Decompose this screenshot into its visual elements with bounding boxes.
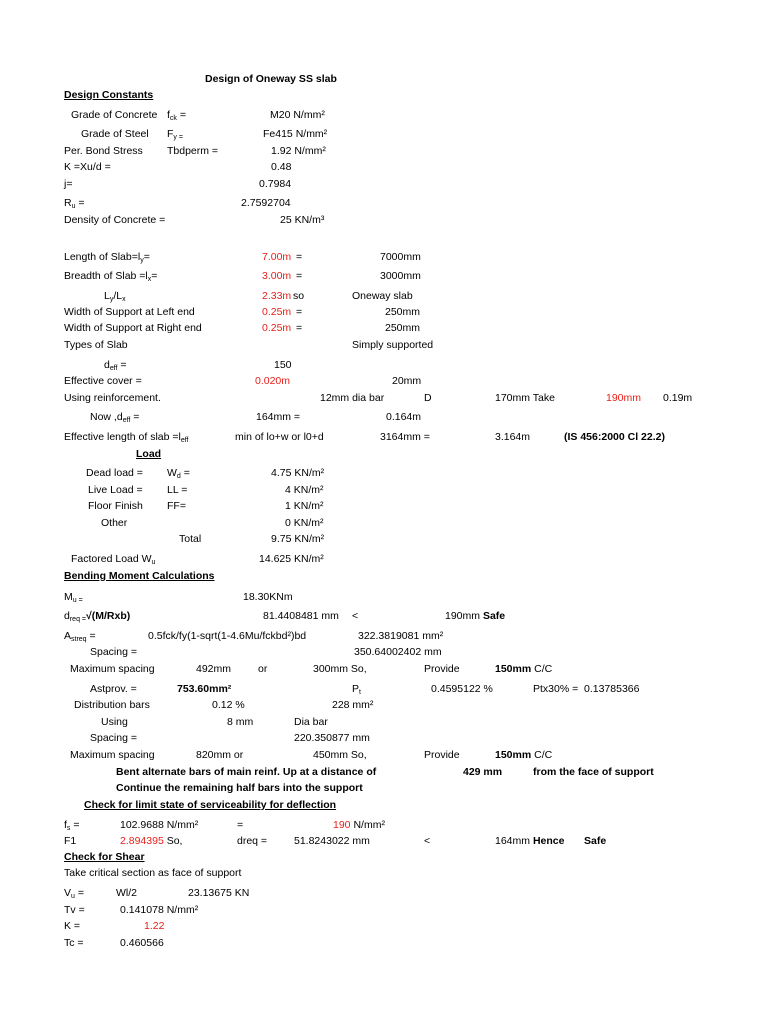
- using-label: Using: [101, 716, 128, 728]
- max-spacing-label: Maximum spacing: [70, 663, 155, 675]
- spacing-value: 350.64002402 mm: [354, 646, 442, 658]
- cover-mm: 20mm: [392, 375, 422, 387]
- aspect-ratio-value: 2.33m: [262, 290, 292, 302]
- now-deff-value: 164mm =: [256, 411, 301, 423]
- ast-formula: 0.5fck/fy(1-sqrt(1-4.6Mu/fckbd²)bd: [148, 630, 307, 642]
- k-label: K =Xu/d =: [64, 161, 111, 173]
- max-spacing-b: 300mm So,: [313, 663, 367, 675]
- now-deff-m: 0.164m: [386, 411, 422, 423]
- distribution-label: Distribution bars: [74, 699, 150, 711]
- aspect-ratio-label: $L_y/L_x$: [104, 290, 126, 303]
- fs-eq: =: [237, 819, 244, 831]
- provide2-value: 150mm C/C: [495, 749, 553, 761]
- astprov-label: Astprov. =: [90, 683, 137, 695]
- shear-k-value: 1.22: [144, 920, 165, 932]
- dead-load-value: 4.75 KN/m²: [271, 467, 325, 479]
- live-load-label: Live Load =: [88, 484, 143, 496]
- factored-load-label: Factored Load $W_u$: [71, 553, 156, 566]
- max-spacing-or: or: [258, 663, 268, 675]
- breadth-eq: =: [296, 270, 303, 282]
- j-label: j=: [64, 178, 73, 190]
- deff-symbol: $d_{eff}$ =: [104, 359, 127, 372]
- breadth-label: Breadth of Slab $=l_x=$: [64, 270, 158, 283]
- ptx-value: 0.13785366: [584, 683, 640, 695]
- fs-symbol: $f_s$ =: [64, 819, 80, 832]
- other-load-label: Other: [101, 517, 128, 529]
- vu-symbol: $V_u$ =: [64, 887, 84, 900]
- total-load-label: Total: [179, 533, 202, 545]
- provide2-label: Provide: [424, 749, 460, 761]
- fs-value: 102.9688 N/mm²: [120, 819, 199, 831]
- tv-label: Tv =: [64, 904, 85, 916]
- left-support-mm: 250mm: [385, 306, 421, 318]
- defl-compare: 164mm Hence: [495, 835, 565, 847]
- mu-symbol: $M_{u =}$: [64, 591, 83, 604]
- grade-concrete-label: Grade of Concrete: [71, 109, 158, 121]
- grade-steel-label: Grade of Steel: [81, 128, 149, 140]
- density-value: 25 KN/m³: [280, 214, 325, 226]
- effective-length-label: Effective length of slab $=l_{eff}$: [64, 431, 189, 444]
- max-spacing2-label: Maximum spacing: [70, 749, 155, 761]
- provide-label: Provide: [424, 663, 460, 675]
- aspect-ratio-so: so: [293, 290, 305, 302]
- mu-value: 18.30KNm: [243, 591, 293, 603]
- dreq-lt: <: [352, 610, 359, 622]
- ru-value: 2.7592704: [241, 197, 291, 209]
- distribution-pct: 0.12 %: [212, 699, 245, 711]
- dreq-value: 81.4408481 mm: [263, 610, 339, 622]
- breadth-value: 3.00m: [262, 270, 292, 282]
- load-heading: Load: [136, 448, 162, 460]
- continue-bars-note: Continue the remaining half bars into the support: [116, 782, 363, 794]
- floor-finish-label: Floor Finish: [88, 500, 143, 512]
- pt-value: 0.4595122 %: [431, 683, 493, 695]
- max-spacing-a: 492mm: [196, 663, 232, 675]
- deff-value: 150: [274, 359, 292, 371]
- floor-finish-symbol: FF=: [167, 500, 186, 512]
- astprov-value: 753.60mm²: [177, 683, 232, 695]
- dead-load-label: Dead load =: [86, 467, 143, 479]
- critical-section-note: Take critical section as face of support: [64, 867, 242, 879]
- j-value: 0.7984: [259, 178, 292, 190]
- defl-safe: Safe: [584, 835, 607, 847]
- fy-value: Fe415 N/mm²: [263, 128, 328, 140]
- length-mm: 7000mm: [380, 251, 421, 263]
- spacing2-label: Spacing =: [90, 732, 137, 744]
- defl-lt: <: [424, 835, 431, 847]
- bond-stress-label: Per. Bond Stress: [64, 145, 143, 157]
- dreq-defl-value: 51.8243022 mm: [294, 835, 370, 847]
- cover-value: 0.020m: [255, 375, 291, 387]
- ru-symbol: $R_u$ =: [64, 197, 85, 210]
- length-eq: =: [296, 251, 303, 263]
- factored-load-value: 14.625 KN/m²: [259, 553, 324, 565]
- max-spacing2-a: 820mm or: [196, 749, 244, 761]
- ptx-label: Ptx30% =: [533, 683, 579, 695]
- reinforcement-label: Using reinforcement.: [64, 392, 161, 404]
- reinforcement-d: D: [424, 392, 432, 404]
- is-code-reference: (IS 456:2000 Cl 22.2): [564, 431, 665, 443]
- using-mm: 8 mm: [227, 716, 254, 728]
- slab-type-result: Oneway slab: [352, 290, 413, 302]
- fs-limit: 190 N/mm²: [333, 819, 385, 831]
- length-label: Length of $Slab=l_y=$: [64, 251, 150, 264]
- spacing2-value: 220.350877 mm: [294, 732, 370, 744]
- effective-length-formula: min of lo+w or l0+d: [235, 431, 324, 443]
- bent-distance: 429 mm: [463, 766, 503, 778]
- bond-stress-symbol: Tbdperm =: [167, 145, 219, 157]
- dreq-defl-label: dreq =: [237, 835, 268, 847]
- provide-value: 150mm C/C: [495, 663, 553, 675]
- ast-value: 322.3819081 mm²: [358, 630, 444, 642]
- spacing-label: Spacing =: [90, 646, 137, 658]
- reinforcement-take-value: 190mm: [606, 392, 642, 404]
- fy-symbol: $F_{y =}$: [167, 128, 183, 141]
- cover-label: Effective cover =: [64, 375, 142, 387]
- other-load-value: 0 KN/m²: [285, 517, 324, 529]
- slab-types-value: Simply supported: [352, 339, 434, 351]
- right-support-label: Width of Support at Right end: [64, 322, 202, 334]
- dreq-symbol: $d_{req =}√(M/Rxb)$: [64, 610, 131, 623]
- deflection-heading: Check for limit state of serviceability for deflection: [84, 799, 337, 811]
- fck-value: M20 N/mm²: [270, 109, 325, 121]
- reinforcement-take: 170mm Take: [495, 392, 555, 404]
- bent-from-support: from the face of support: [533, 766, 654, 778]
- reinforcement-bar: 12mm dia bar: [320, 392, 385, 404]
- length-value: 7.00m: [262, 251, 292, 263]
- slab-types-label: Types of Slab: [64, 339, 128, 351]
- live-load-value: 4 KN/m²: [285, 484, 324, 496]
- reinforcement-take-m: 0.19m: [663, 392, 693, 404]
- distribution-area: 228 mm²: [332, 699, 374, 711]
- left-support-value: 0.25m: [262, 306, 292, 318]
- density-label: Density of Concrete =: [64, 214, 166, 226]
- breadth-mm: 3000mm: [380, 270, 421, 282]
- dead-load-symbol: $W_d$ =: [167, 467, 190, 480]
- ast-symbol: $A_{streq}$ =: [64, 630, 96, 643]
- f1-label: F1: [64, 835, 77, 847]
- live-load-symbol: LL =: [167, 484, 188, 496]
- now-deff-label: Now $,d_{eff}$ =: [90, 411, 140, 424]
- left-support-label: Width of Support at Left end: [64, 306, 195, 318]
- max-spacing2-b: 450mm So,: [313, 749, 367, 761]
- design-constants-heading: Design Constants: [64, 89, 154, 101]
- fck-symbol: $f_{ck}$ =: [167, 109, 186, 122]
- sheet-title: Design of Oneway SS slab: [205, 73, 337, 85]
- effective-length-mm: 3164mm =: [380, 431, 430, 443]
- pt-symbol: $P_t$: [352, 683, 361, 696]
- k-value: 0.48: [271, 161, 292, 173]
- effective-length-m: 3.164m: [495, 431, 531, 443]
- bent-bars-note: Bent alternate bars of main reinf. Up at a distance of: [116, 766, 377, 778]
- bond-stress-value: 1.92 N/mm²: [271, 145, 326, 157]
- right-support-mm: 250mm: [385, 322, 421, 334]
- bending-heading: Bending Moment Calculations: [64, 570, 215, 582]
- total-load-value: 9.75 KN/m²: [271, 533, 325, 545]
- floor-finish-value: 1 KN/m²: [285, 500, 324, 512]
- tc-label: Tc =: [64, 937, 84, 949]
- f1-value: 2.894395 So,: [120, 835, 183, 847]
- using-dia-bar: Dia bar: [294, 716, 328, 728]
- vu-formula: Wl/2: [116, 887, 137, 899]
- tc-value: 0.460566: [120, 937, 164, 949]
- right-support-value: 0.25m: [262, 322, 292, 334]
- vu-value: 23.13675 KN: [188, 887, 250, 899]
- left-support-eq: =: [296, 306, 303, 318]
- dreq-compare: 190mm Safe: [445, 610, 506, 622]
- right-support-eq: =: [296, 322, 303, 334]
- shear-heading: Check for Shear: [64, 851, 145, 863]
- shear-k-label: K =: [64, 920, 81, 932]
- tv-value: 0.141078 N/mm²: [120, 904, 199, 916]
